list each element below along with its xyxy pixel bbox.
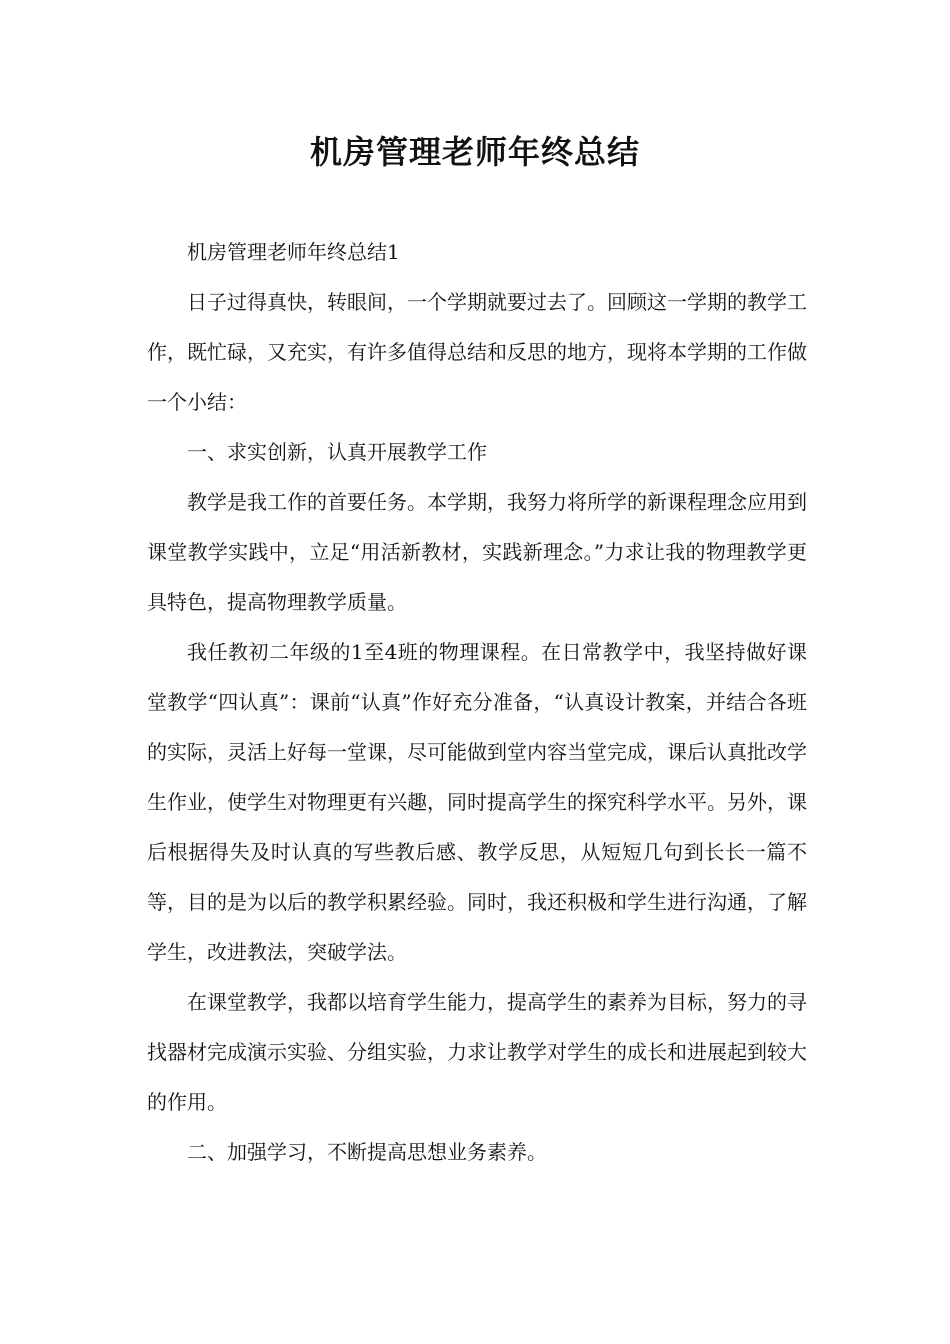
paragraph-classes: 我任教初二年级的1至4班的物理课程。在日常教学中，我坚持做好课堂教学“四认真”：课前“认真”作好充分准备，“认真设计教案，并结合各班的实际，灵活上好每一堂课，尽可能做到堂内容当堂完成，课后认真批改学生作业，使学生对物理更有兴趣，同时提高学生的探究科学水平。另外，课后根据得失及时认真的写些教后感、教学反思，从短短几句到长长一篇不等，目的是为以后的教学积累经验。同时，我还积极和学生进行沟通，了解学生，改进教法，突破学法。 xyxy=(147,640,807,964)
paragraph-classroom: 在课堂教学，我都以培育学生能力，提高学生的素养为目标，努力的寻找器材完成演示实验、分组实验，力求让教学对学生的成长和进展起到较大的作用。 xyxy=(147,990,807,1114)
paragraph-subtitle: 机房管理老师年终总结1 xyxy=(187,240,400,264)
document-title: 机房管理老师年终总结 xyxy=(309,133,640,171)
paragraph-intro: 日子过得真快，转眼间，一个学期就要过去了。回顾这一学期的教学工作，既忙碌，又充实，有许多值得总结和反思的地方，现将本学期的工作做一个小结： xyxy=(147,290,807,414)
section-heading-1: 一、求实创新，认真开展教学工作 xyxy=(187,440,487,464)
paragraph-teaching-task: 教学是我工作的首要任务。本学期，我努力将所学的新课程理念应用到课堂教学实践中，立足“用活新教材，实践新理念。”力求让我的物理教学更具特色，提高物理教学质量。 xyxy=(147,490,807,614)
section-heading-2: 二、加强学习，不断提高思想业务素养。 xyxy=(187,1140,547,1164)
document-body xyxy=(147,227,807,1177)
